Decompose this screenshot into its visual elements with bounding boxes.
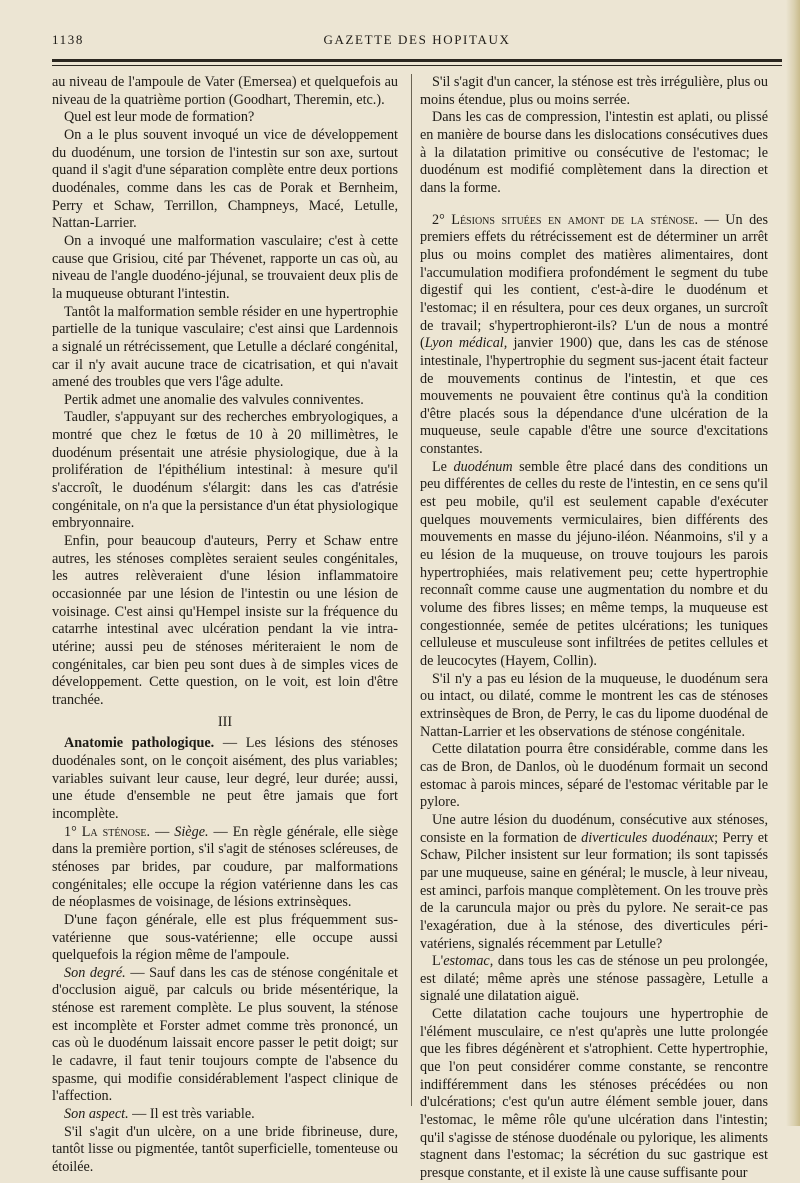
text-run: 1° [64,823,82,840]
text-run: Taudler, s'appuyant sur des recherches embryologiques, a montré que chez le fœtus de 10 à 20 millimètres, le duodénum présentait une atrésie physiologique, due à la prolifération de l'épithélium intestinal: à mesure qu'il s'accroît, le duodénum s'élargit: dans les cas d'atrésie congénitale, on n'a que la persistance d'un état physiologique embryonnaire. [52,409,398,532]
text-run: S'il s'agit d'un cancer, la sténose est très irrégulière, plus ou moins étendue, plus ou moins serrée. [420,74,768,108]
text-run: Siège. [174,823,209,840]
paragraph [52,74,398,109]
text-run: On a le plus souvent invoqué un vice de développement du duodénum, une torsion de l'intestin sur son axe, surtout quand il s'agit d'une séparation complète entre deux portions duodénales, comme dans les cas de Porak et Bernheim, Perry et Schaw, Terrillon, Champneys, Macé, Letulle, Nattan-Larrier. [52,126,398,232]
paragraph [52,109,398,127]
header-rule-thin [52,65,782,66]
text-run: diverticules duodénaux [581,829,715,846]
text-run: D'une façon générale, elle est plus fréquemment sus-vatérienne que sous-vatérienne; elle occupe aussi quelquefois la région même de l'ampoule. [52,911,398,964]
text-run: 2° [432,211,452,228]
text-run: — Un des premiers effets du rétrécissement est de déterminer un arrêt plus ou moins complet des matières alimentaires, dont l'accumulation modifiera profondément le segment du tube digestif qui les contient, c'est-à-dire le duodénum et l'estomac; il en résultera, pour ces deux organes, un surcroît de travail; s'hypertrophieront-ils? L'un de nous a montré ( [420,211,768,352]
paragraph [420,671,768,742]
text-run: Lésions situées en amont de la sténose. [451,211,699,228]
text-run: La sténose. [81,823,151,840]
paragraph [52,233,398,304]
text-run: Lyon médical [424,335,504,352]
text-run: duodénum [453,458,513,475]
text-run: estomac [443,953,490,970]
text-run: Son degré. [64,964,126,981]
text-run: Anatomie pathologique. [64,735,215,752]
left-column [52,74,398,1177]
text-run: Cette dilatation cache toujours une hypertrophie de l'élément musculaire, ce n'est qu'après une lutte prolongée que les fibres dégénèrent et s'atrophient. Cette hypertrophie, que l'on peut considérer comme constante, se rencontre indifféremment dans les sténoses précédées ou non d'ulcérations; c'est qu'un autre élément semble jouer, dans l'estomac, le même rôle qu'une ulcération dans l'intestin; qu'il s'agisse de sténose duodénale ou pylorique, les aliments stagnent dans l'estomac; la sécrétion du suc gastrique est presque constante, et il existe là une cause suffisante pour [420,1006,768,1182]
text-run: Enfin, pour beaucoup d'auteurs, Perry et Schaw entre autres, les sténoses complètes seraient seules congénitales, les autres relèveraient d'une lésion inflammatoire occasionnée par une lésion de l'intestin ou une lésion de voisinage. C'est ainsi qu'Hempel insiste sur la fréquence du catarrhe intestinal avec ulcération pendant la vie intra-utérine; aussi peu de sténoses mériteraient le nom de congénitales, car bien peu sont dues à de simples vices de développement. Cette question, on le voit, est loin d'être tranchée. [52,533,398,708]
paragraph [52,304,398,392]
paragraph [420,812,768,953]
text-run: — En règle générale, elle siège dans la première portion, s'il s'agit de sténoses scléreuses, de sténoses par brides, par coudure, par malformations congénitales; elle occupe la région vatérienne dans les cas de néoplasmes de voisinage, de lésions extrinsèques. [52,823,399,911]
text-run: S'il s'agit d'un ulcère, on a une bride fibrineuse, dure, tantôt lisse ou pigmentée, tantôt superficielle, tomenteuse ou étoilée. [52,1123,398,1176]
text-run: Tantôt la malformation semble résider en une hypertrophie partielle de la tunique vasculaire; c'est ainsi que Lardennois a signalé un rétrécissement, que Letulle a déclaré congénital, car il n'y avait aucune trace de cicatrisation, et qui n'avait amené des troubles que vers l'âge adulte. [52,303,398,391]
text-run: Pertik admet une anomalie des valvules conniventes. [64,391,364,408]
text-run: , dans tous les cas de sténose un peu prolongée, est dilaté; même après une sténose passagère, Letulle a signalé une dilatation aiguë. [420,953,768,1005]
text-run: Cette dilatation pourra être considérable, comme dans les cas de Bron, de Danlos, où le duodénum formait un second estomac à parois minces, séparé de l'estomac véritable par le pylore. [420,741,768,811]
paragraph [52,824,398,912]
paragraph [52,409,398,533]
paragraph [420,212,768,459]
header-rule-thick [52,59,782,62]
right-column [420,74,768,1183]
paragraph [52,735,398,823]
paragraph [52,965,398,1106]
paragraph [420,74,768,109]
text-run: — [150,823,175,840]
section-number [52,714,398,732]
text-run: Dans les cas de compression, l'intestin est aplati, ou plissé en manière de bourse dans les dislocations consécutives dues à la dilatation primitive ou consécutive de l'estomac; le duodénum est modifié complètement dans la direction et dans la forme. [420,109,768,196]
paragraph [52,1106,398,1124]
column-divider [411,74,412,1106]
text-run: On a invoqué une malformation vasculaire; c'est à cette cause que Grisiou, cité par Thévenet, rapporte un cas où, au niveau de l'angle duodéno-jéjunal, se trouvaient deux plis de la muqueuse obturant l'intestin. [52,232,398,302]
text-run: semble être placé dans des conditions un peu différentes de celles du reste de l'intestin, en ce sens qu'il est peu mobile, qu'il est seulement capable d'exécuter quelques mouvements vermiculaires, bien différents des mouvements en masse du jéjuno-iléon. Néanmoins, s'il y a eu lésion de la muqueuse, on trouve toujours les parois hypertrophiées, mais relativement peu; cette hypertrophie reconnaît comme cause une augmentation du nombre et du volume des fibres lisses; en même temps, la muqueuse est congestionnée, semée de petites ulcérations; les tuniques celluleuse et musculeuse sont infiltrées de petites cellules et de leucocytes (Hayem, Collin). [420,458,769,669]
text-run: S'il n'y a pas eu lésion de la muqueuse, le duodénum sera ou intact, ou dilaté, comme le montrent les cas de sténoses extrinsèques de Bron, de Perry, le cas du lipome duodénal de Nattan-Larrier et les observations de sténose congénitale. [420,670,768,740]
running-title: GAZETTE DES HOPITAUX [323,32,511,47]
page-number: 1138 [52,32,84,47]
paragraph [52,533,398,710]
text-run: , janvier 1900) que, dans les cas de sténose intestinale, l'hypertrophie du segment sus-jacent était facteur de mouvements continus de l'intestin, et que ces mouvements ne pouvaient être continus qu'à la condition d'être placés sous la dépendance d'une ulcération de la muqueuse, seule capable d'être une source d'excitations constantes. [420,335,768,458]
paragraph [52,912,398,965]
text-run: ; Perry et Schaw, Pilcher insistent sur leur formation; ils sont tapissés par une muqueuse, saine en général; le muscle, à leur niveau, est aminci, parfois manque complètement. On les trouve près de la caruncula major ou près du pylore. Ne serait-ce pas l'exagération, due à la sténose, des diverticules péri-vatériens, signalés récemment par Letulle? [420,829,768,952]
text-run: Quel est leur mode de formation? [64,109,255,126]
paragraph [420,459,768,671]
text-run: — Il est très variable. [128,1106,255,1123]
paragraph [52,392,398,410]
paragraph [420,741,768,812]
text-run: Son aspect. [64,1106,129,1123]
text-run: — Les lésions des sténoses duodénales sont, on le conçoit aisément, des plus variables; variables suivant leur cause, leur degré, leur durée; aussi, une étude d'ensemble ne peut être jamais que fort incomplète. [52,735,398,822]
paragraph-gap [420,198,768,212]
paragraph [420,953,768,1006]
text-run: — Sauf dans les cas de sténose congénitale et d'occlusion aiguë, par calculs ou bride mésentérique, la sténose est rarement complète. Le plus souvent, la sténose est incomplète et Forster admet comme très prononcé, un cas où le duodénum laissait encore passer le petit doigt; sur le cadavre, il faut tenir toujours compte de l'absence du spasme, qui modifie considérablement l'aspect clinique de l'affection. [52,964,398,1105]
paragraph [52,127,398,233]
page-header [52,32,782,54]
paragraph [420,1006,768,1183]
text-run: III [217,713,233,730]
paragraph [420,109,768,197]
text-run: L' [432,953,444,970]
text-run: Une autre lésion du duodénum, consécutive aux sténoses, consiste en la formation de [420,811,768,846]
text-run: Le [432,458,454,475]
paragraph [52,1124,398,1177]
page-edge [786,0,800,1126]
text-run: au niveau de l'ampoule de Vater (Emersea) et quelquefois au niveau de la quatrième portion (Goodhart, Theremin, etc.). [52,74,398,108]
